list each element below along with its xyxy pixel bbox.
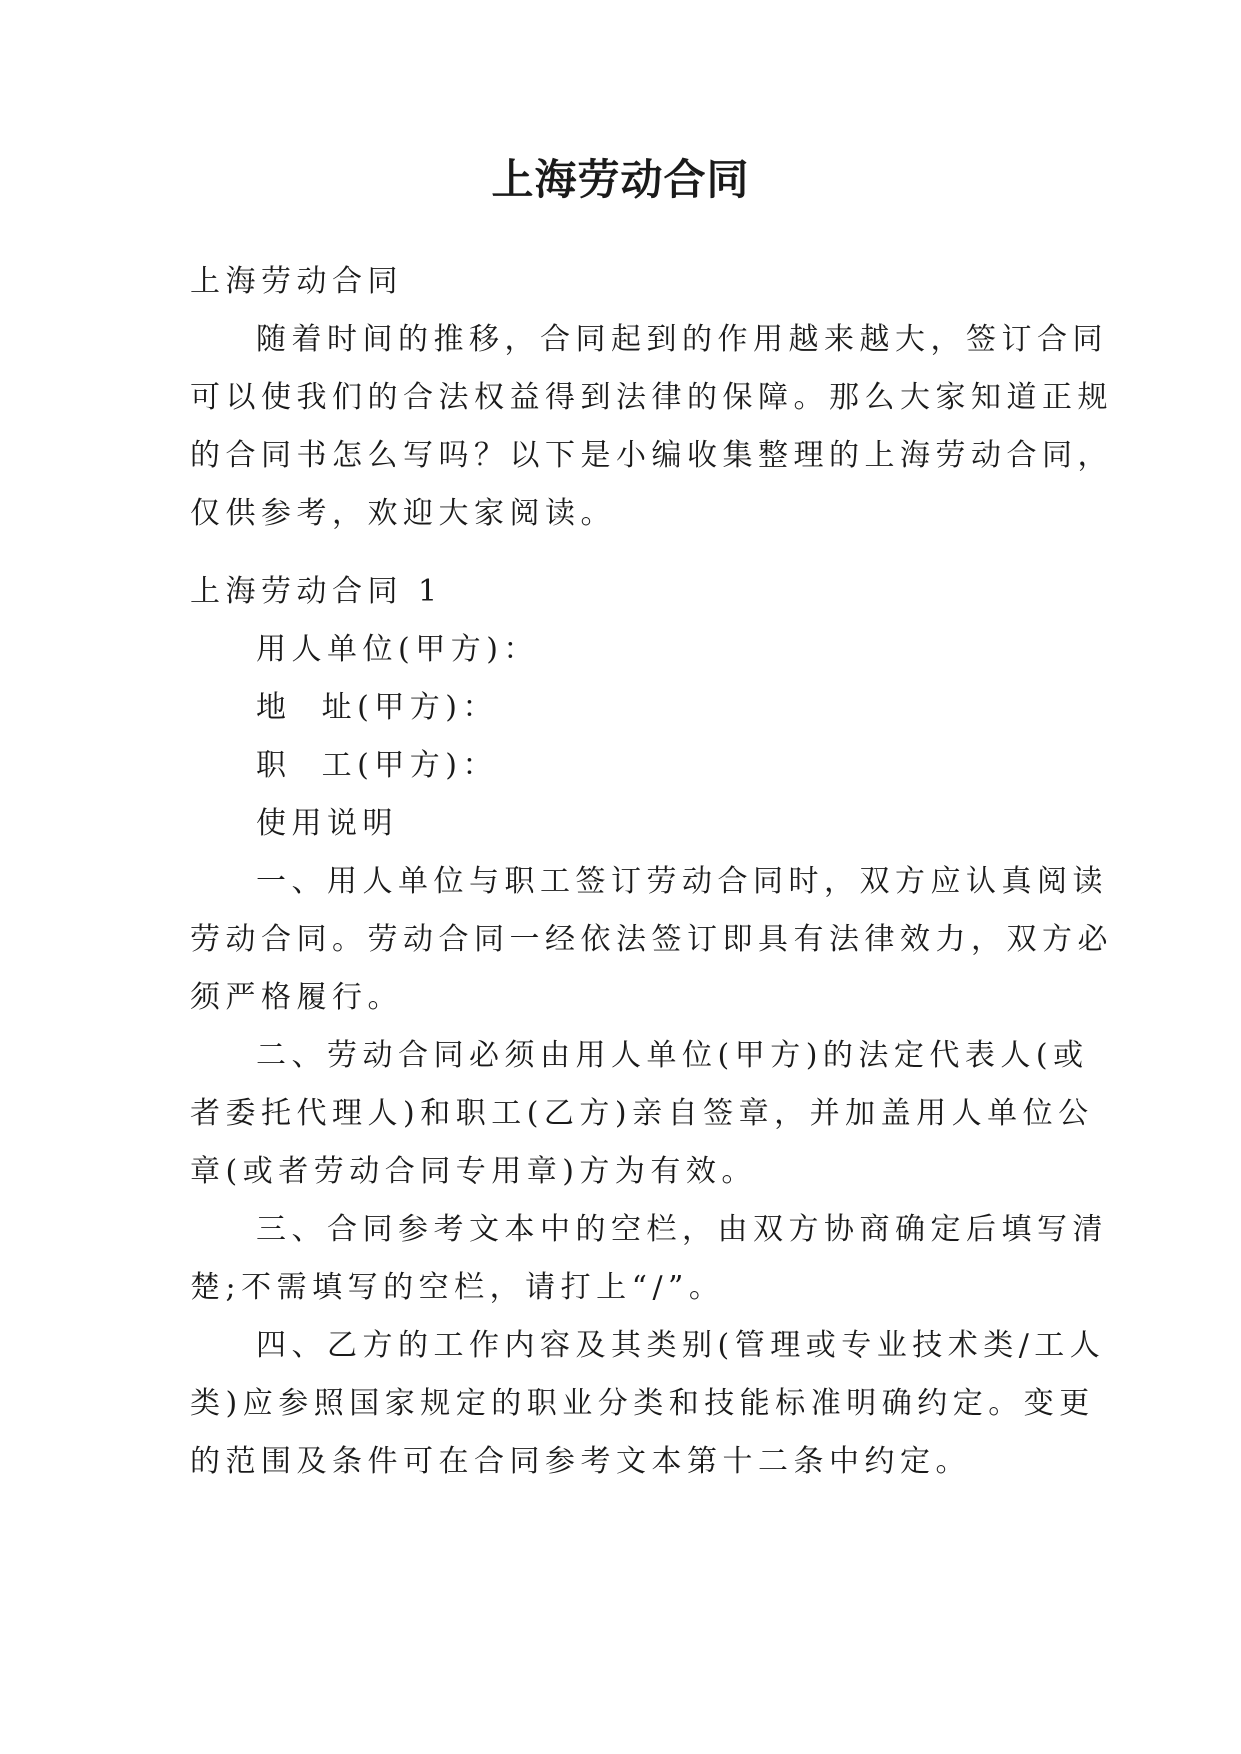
intro-heading: 上海劳动合同 <box>190 264 403 299</box>
instruction-line: 类)应参照国家规定的职业分类和技能标准明确约定。变更 <box>190 1386 1095 1421</box>
employee-field-label: 职 工(甲方)： <box>256 748 498 783</box>
intro-line: 可以使我们的合法权益得到法律的保障。那么大家知道正规 <box>190 380 1113 415</box>
instruction-line: 者委托代理人)和职工(乙方)亲自签章，并加盖用人单位公 <box>190 1096 1094 1131</box>
instruction-item-1 <box>190 853 1113 1027</box>
instruction-item-3 <box>190 1201 1108 1317</box>
address-field-label: 地 址(甲方)： <box>256 690 498 725</box>
intro-line: 的合同书怎么写吗？以下是小编收集整理的上海劳动合同， <box>190 438 1113 473</box>
intro-line: 随着时间的推移，合同起到的作用越来越大，签订合同 <box>256 322 1108 357</box>
employer-field-label: 用人单位(甲方)： <box>256 632 539 667</box>
contract-section-1 <box>190 563 1113 1491</box>
intro-section <box>190 253 1113 543</box>
instruction-line: 的范围及条件可在合同参考文本第十二条中约定。 <box>190 1444 971 1479</box>
instruction-line: 章(或者劳动合同专用章)方为有效。 <box>190 1154 757 1189</box>
document-title: 上海劳动合同 <box>491 155 750 204</box>
instruction-item-2 <box>190 1027 1094 1201</box>
instruction-item-4 <box>190 1317 1106 1491</box>
instruction-line: 二、劳动合同必须由用人单位(甲方)的法定代表人(或 <box>256 1038 1089 1073</box>
instruction-line: 须严格履行。 <box>190 980 403 1015</box>
intro-line: 仅供参考，欢迎大家阅读。 <box>190 496 616 531</box>
instruction-line: 劳动合同。劳动合同一经依法签订即具有法律效力，双方必 <box>190 922 1113 957</box>
usage-instructions-title: 使用说明 <box>256 806 398 841</box>
instruction-line: 三、合同参考文本中的空栏，由双方协商确定后填写清 <box>256 1212 1108 1247</box>
instruction-line: 一、用人单位与职工签订劳动合同时，双方应认真阅读 <box>256 864 1108 899</box>
section-heading: 上海劳动合同 1 <box>190 574 443 609</box>
instruction-line: 楚;不需填写的空栏，请打上“/”。 <box>190 1270 725 1305</box>
instruction-line: 四、乙方的工作内容及其类别(管理或专业技术类/工人 <box>256 1328 1106 1363</box>
